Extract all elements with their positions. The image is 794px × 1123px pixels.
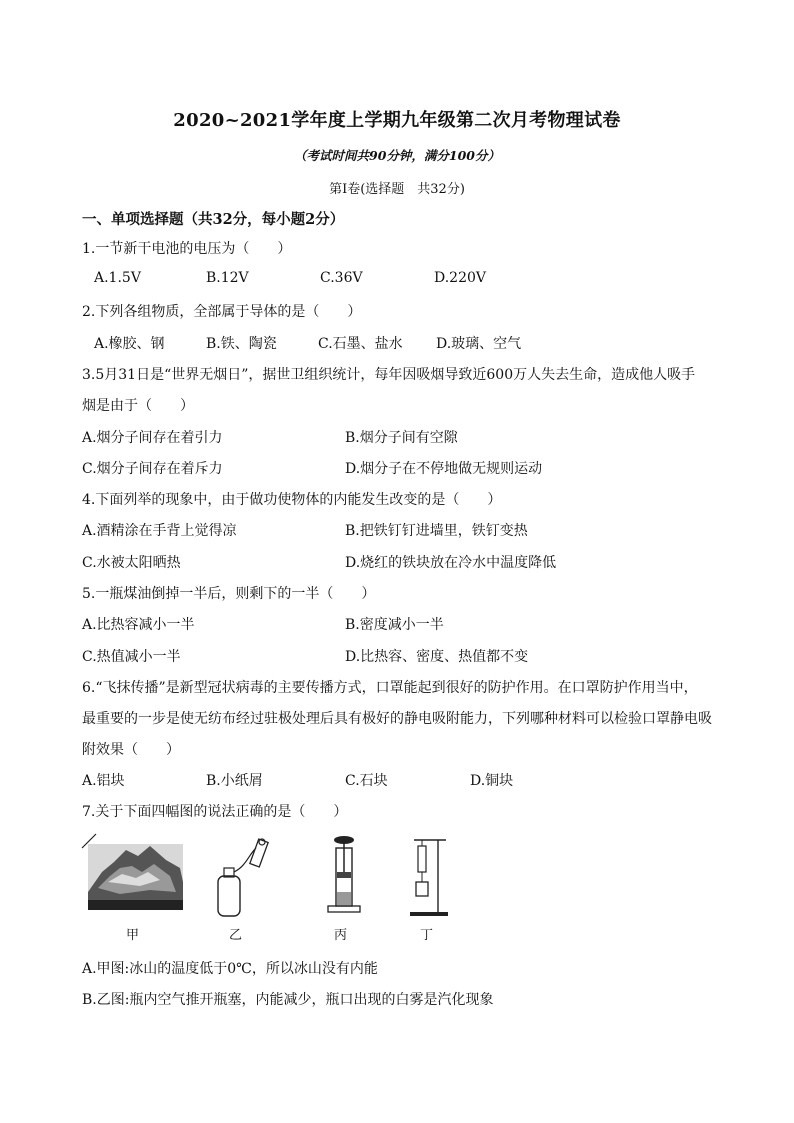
q4-option-a: A.酒精涂在手背上觉得凉	[82, 523, 237, 539]
stand-apparatus-figure	[408, 834, 452, 918]
q2-option-b: B.铁、陶瓷	[206, 336, 277, 352]
q7-option-a: A.甲图:冰山的温度低于0℃，所以冰山没有内能	[82, 961, 378, 977]
q5-option-d: D.比热容、密度、热值都不变	[345, 649, 529, 665]
iceberg-figure	[80, 832, 185, 914]
figure-label-ding: 丁	[420, 928, 434, 943]
figure-label-bing: 丙	[334, 928, 348, 943]
question-5: 5.一瓶煤油倒掉一半后，则剩下的一半（ ）	[82, 586, 376, 602]
question-2: 2.下列各组物质，全部属于导体的是（ ）	[82, 304, 362, 320]
q3-option-c: C.烟分子间存在着斥力	[82, 461, 223, 477]
q6-option-a: A.铝块	[82, 773, 125, 789]
question-6-line-1: 6.“飞抹传播”是新型冠状病毒的主要传播方式，口罩能起到很好的防护作用。在口罩防护作用当中，	[82, 680, 698, 696]
q6-option-b: B.小纸屑	[206, 773, 263, 789]
compression-cylinder-figure	[324, 832, 364, 920]
exam-title: 2020~2021学年度上学期九年级第二次月考物理试卷	[173, 110, 621, 131]
question-3-line-1: 3.5月31日是“世界无烟日”，据世卫组织统计，每年因吸烟导致近600万人失去生命，造成他人吸手	[82, 367, 696, 383]
q1-option-b: B.12V	[206, 270, 249, 286]
exam-subtitle: （考试时间共90分钟，满分100分）	[294, 148, 500, 163]
figure-label-yi: 乙	[229, 928, 243, 943]
bottle-pump-figure	[212, 836, 282, 920]
q2-option-c: C.石墨、盐水	[318, 336, 403, 352]
q5-option-c: C.热值减小一半	[82, 649, 181, 665]
question-7: 7.关于下面四幅图的说法正确的是（ ）	[82, 804, 348, 820]
q7-figures	[80, 832, 480, 942]
q3-option-d: D.烟分子在不停地做无规则运动	[345, 461, 543, 477]
q1-option-c: C.36V	[320, 270, 363, 286]
q6-option-d: D.铜块	[470, 773, 514, 789]
question-1: 1.一节新干电池的电压为（ ）	[82, 241, 292, 257]
q3-option-a: A.烟分子间存在着引力	[82, 430, 223, 446]
q3-option-b: B.烟分子间有空隙	[345, 430, 458, 446]
figure-label-jia: 甲	[126, 928, 140, 943]
question-6-line-2: 最重要的一步是使无纺布经过驻极处理后具有极好的静电吸附能力，下列哪种材料可以检验口罩静电吸	[82, 711, 712, 727]
q7-option-b: B.乙图:瓶内空气推开瓶塞，内能减少，瓶口出现的白雾是汽化现象	[82, 992, 494, 1008]
question-6-line-3: 附效果（ ）	[82, 742, 180, 758]
q1-option-d: D.220V	[434, 270, 487, 286]
volume-heading: 第Ⅰ卷(选择题 共32分)	[329, 182, 465, 197]
q5-option-a: A.比热容减小一半	[82, 617, 195, 633]
q4-option-b: B.把铁钉钉进墙里，铁钉变热	[345, 523, 528, 539]
question-3-line-2: 烟是由于（ ）	[82, 398, 194, 414]
q2-option-a: A.橡胶、钢	[94, 336, 165, 352]
q2-option-d: D.玻璃、空气	[436, 336, 522, 352]
q1-option-a: A.1.5V	[94, 270, 141, 286]
q6-option-c: C.石块	[345, 773, 388, 789]
q4-option-d: D.烧红的铁块放在冷水中温度降低	[345, 555, 557, 571]
section-heading: 一、单项选择题（共32分，每小题2分）	[82, 211, 345, 228]
question-4: 4.下面列举的现象中，由于做功使物体的内能发生改变的是（ ）	[82, 492, 502, 508]
q5-option-b: B.密度减小一半	[345, 617, 444, 633]
q4-option-c: C.水被太阳晒热	[82, 555, 181, 571]
